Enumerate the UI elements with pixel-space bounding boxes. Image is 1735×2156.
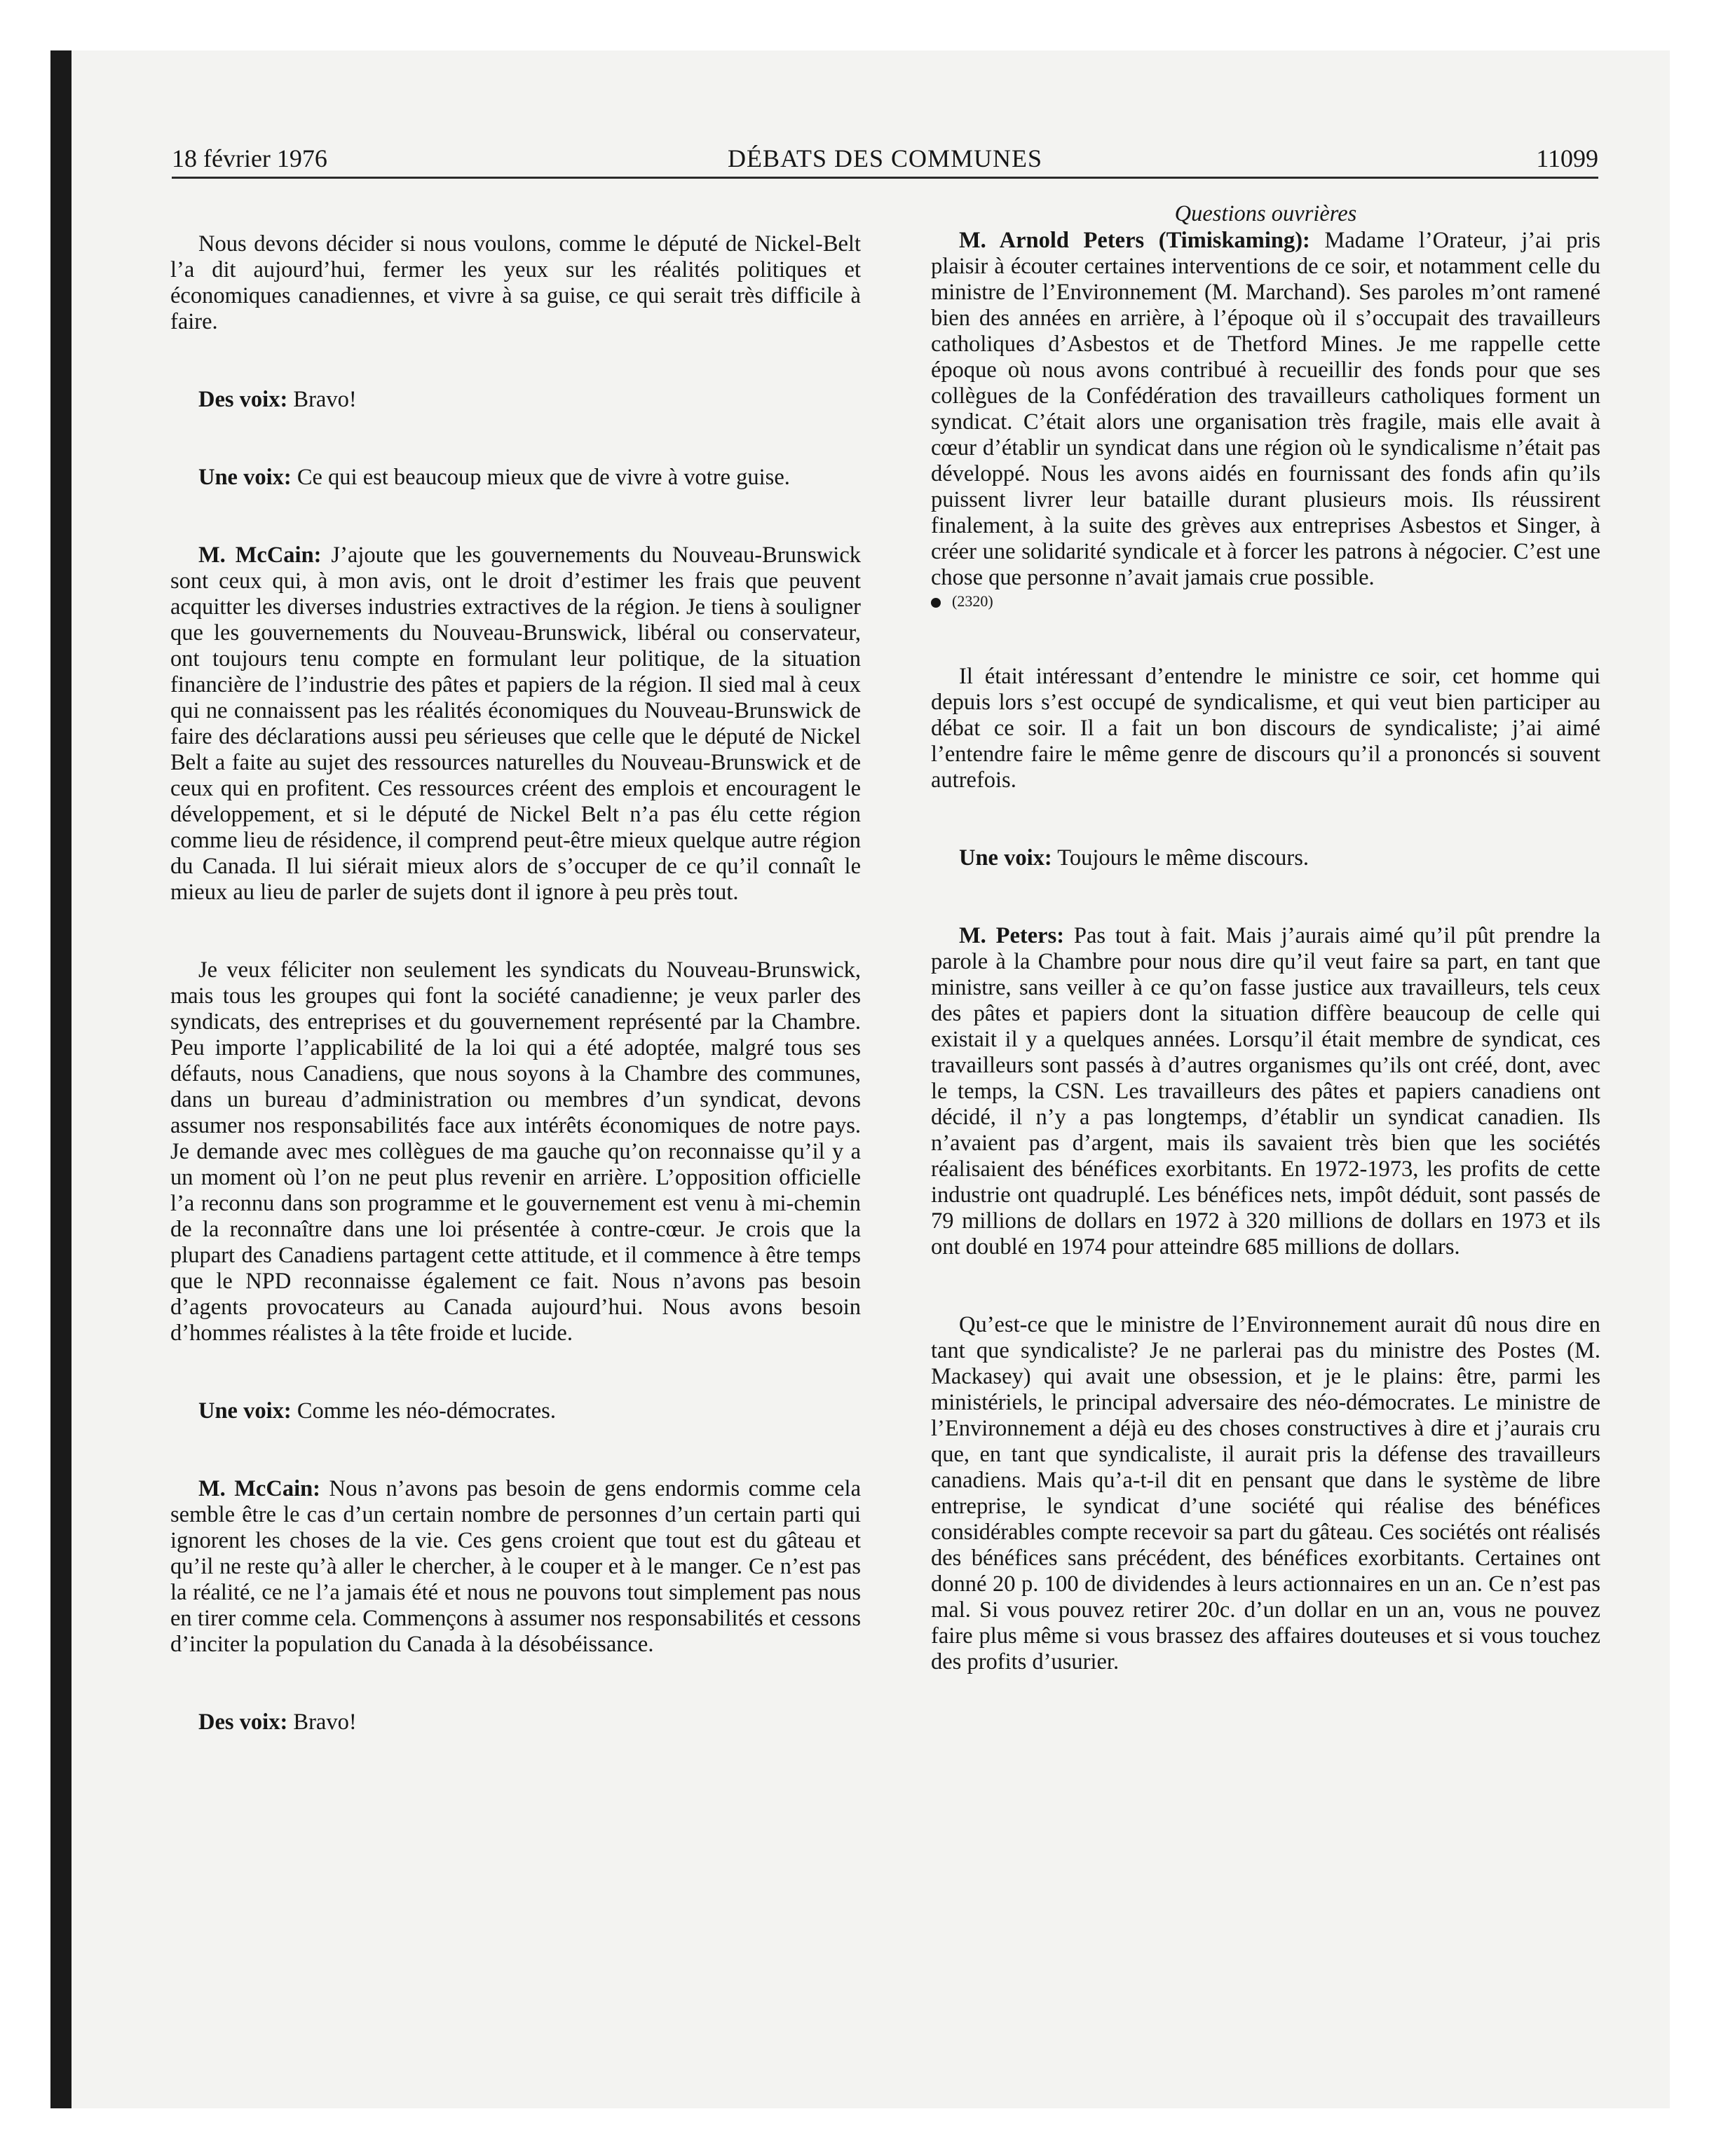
speaker-label: Des voix: (198, 1710, 288, 1735)
speaker-label: Une voix: (198, 465, 292, 490)
speaker-label: M. McCain: (198, 1476, 321, 1501)
header-title: DÉBATS DES COMMUNES (727, 144, 1043, 172)
speech-text: Comme les néo-démocrates. (297, 1398, 556, 1424)
speech-text: Bravo! (293, 1710, 357, 1735)
left-column (170, 231, 861, 1735)
speech-text: Pas tout à fait. Mais j’aurais aimé qu’il pût prendre la parole à la Chambre pour nous dire qu’il veut faire sa part, en tant que ministre, sans veiller à ce qu’on fasse justice aux travailleurs, tels ceux des pâtes et papiers dont la situation diffère beaucoup de celle qui existait il y a quelques années. Lorsqu’il était membre de syndicat, ces travailleurs sont passés à d’autres organismes qu’ils ont créé, dont, avec le temps, la CSN. Les travailleurs des pâtes et papiers canadiens ont décidé, il n’y a pas longtemps, d’établir un syndicat canadien. Ils n’avaient pas d’argent, mais ils savaient très bien que les sociétés réalisaient des bénéfices exorbitants. En 1972-1973, les profits de cette industrie ont quadruplé. Les bénéfices nets, impôt déduit, sont passés de 79 millions de dollars en 1972 à 320 millions de dollars en 1973 et ils ont doublé en 1974 pour atteindre 685 millions de dollars. (931, 923, 1601, 1260)
paragraph (170, 1398, 861, 1424)
page-header (172, 140, 1598, 177)
speaker-label: M. McCain: (198, 543, 322, 568)
header-page-number: 11099 (1536, 144, 1598, 172)
paragraph (931, 228, 1600, 591)
section-heading: Questions ouvrières (1174, 201, 1357, 226)
speaker-label: Des voix: (198, 387, 288, 412)
speech-text: Madame l’Orateur, j’ai pris plaisir à écouter certaines interventions de ce soir, et notamment celle du ministre de l’Environnement (M. Marchand). Ses paroles m’ont ramené bien des années en arrière, à l’époque où il s’occupait des travailleurs catholiques d’Asbestos et de Thetford Mines. Je me rappelle cette époque où nous avons contribué à recueillir des fonds pour que ses collègues de la Confédération des travailleurs catholiques forment un syndicat. C’était alors une organisation très fragile, mais elle avait à cœur d’établir un syndicat dans une région où le syndicalisme n’était pas développé. Nous les avons aidés en fournissant des fonds afin qu’ils puissent livrer leur bataille durant plusieurs mois. Ils réussirent finalement, à la suite des grèves aux entreprises Asbestos et Singer, à créer une solidarité syndicale et à forcer les patrons à négocier. C’est une chose que personne n’avait jamais crue possible. (931, 228, 1601, 590)
header-date: 18 février 1976 (172, 144, 327, 172)
paragraph (170, 1476, 861, 1658)
paragraph (931, 923, 1600, 1260)
bullet-icon (931, 598, 941, 608)
speech-text: Toujours le même discours. (1057, 845, 1309, 871)
paragraph (170, 543, 861, 906)
speaker-label: Une voix: (959, 845, 1052, 871)
paragraph (931, 845, 1600, 871)
speaker-label: M. Arnold Peters (Timiskaming): (959, 228, 1310, 253)
speech-text: Bravo! (293, 387, 357, 412)
speaker-label: M. Peters: (959, 923, 1065, 948)
timestamp-text: (2320) (952, 592, 993, 610)
paragraph (170, 1710, 861, 1735)
paragraph (170, 465, 861, 491)
right-column (931, 200, 1600, 1675)
paragraph: Qu’est-ce que le ministre de l’Environnement aurait dû nous dire en tant que syndicaliste? Je ne parlerai pas du ministre des Postes (M. Mackasey) qui avait une obsession, et je le plains: être, parmi les ministériels, le principal adversaire des néo-démocrates. Le ministre de l’Environnement a déjà eu des choses constructives à dire et j’aurais cru que, en tant que syndicaliste, il aurait pris la défense des travailleurs canadiens. Mais qu’a-t-il dit en pensant que dans le système de libre entreprise, le syndicat d’une société qui réalise des bénéfices considérables compte recevoir sa part du gâteau. Ces sociétés ont réalisés des bénéfices sans précédent, des bénéfices exorbitants. Certaines ont donné 20 p. 100 de dividendes à leurs actionnaires en un an. Ce n’est pas mal. Si vous pouvez retirer 20c. d’un dollar en un an, vous ne pouvez faire plus même si vous brassez des affaires douteuses et si vous touchez des profits d’usurier. (931, 1312, 1600, 1674)
paragraph: Nous devons décider si nous voulons, comme le député de Nickel-Belt l’a dit aujourd’hui, fermer les yeux sur les réalités politiques et économiques canadiennes, et vivre à sa guise, ce qui serait très difficile à faire. (170, 231, 861, 334)
binding-edge (50, 50, 72, 2108)
paragraph: Il était intéressant d’entendre le ministre ce soir, cet homme qui depuis lors s’est occupé de syndicalisme, et qui veut bien participer au débat ce soir. Il a fait un bon discours de syndicaliste; j’ai aimé l’entendre faire le même genre de discours qu’il a prononcés si souvent autrefois. (931, 664, 1600, 793)
paragraph (170, 387, 861, 413)
timestamp (931, 591, 1600, 612)
speech-text: J’ajoute que les gouvernements du Nouveau-Brunswick sont ceux qui, à mon avis, ont le droit d’estimer les frais que peuvent acquitter les diverses industries extractives de la région. Je tiens à souligner que les gouvernements du Nouveau-Brunswick, libéral ou conservateur, ont toujours tenu compte en formulant leur politique, de la situation financière de l’industrie des pâtes et papiers de la région. Il sied mal à ceux qui ne connaissent pas les réalités économiques du Nouveau-Brunswick de faire des déclarations aussi peu sérieuses que celle que le député de Nickel Belt a faite au sujet des ressources naturelles du Nouveau-Brunswick et de ceux qui en profitent. Ces ressources créent des emplois et encouragent le développement, et si le député de Nickel Belt n’a pas élu cette région comme lieu de résidence, il comprend peut-être mieux quelque autre région du Canada. Il lui siérait mieux alors de s’occuper de ce qu’il connaît le mieux au lieu de parler de sujets dont il ignore à peu près tout. (170, 543, 861, 905)
header-rule (172, 177, 1598, 179)
speech-text: Ce qui est beaucoup mieux que de vivre à votre guise. (297, 465, 790, 490)
paragraph: Je veux féliciter non seulement les syndicats du Nouveau-Brunswick, mais tous les groupes qui font la société canadienne; je veux parler des syndicats, des entreprises et du gouvernement représenté par la Chambre. Peu importe l’applicabilité de la loi qui a été adoptée, malgré tous ses défauts, nous Canadiens, que nous soyons à la Chambre des communes, dans un bureau d’administration ou membres d’un syndicat, devons assumer nos responsabilités face aux intérêts économiques de notre pays. Je demande avec mes collègues de ma gauche qu’on reconnaisse qu’il y a un moment où l’on ne peut plus revenir en arrière. L’opposition officielle l’a reconnu dans son programme et le gouvernement est venu à mi-chemin de la reconnaître dans une loi présentée à contre-cœur. Je crois que la plupart des Canadiens partagent cette attitude, et il commence à être temps que le NPD reconnaisse également ce fait. Nous n’avons pas besoin d’agents provocateurs au Canada aujourd’hui. Nous avons besoin d’hommes réalistes à la tête froide et lucide. (170, 957, 861, 1346)
speech-text: Nous n’avons pas besoin de gens endormis comme cela semble être le cas d’un certain nombre de personnes d’un certain parti qui ignorent les choses de la vie. Ces gens croient que tout est du gâteau et qu’il ne reste qu’à aller le chercher, à le couper et à le manger. Ce n’est pas la réalité, ce ne l’a jamais été et nous ne pouvons tout simplement pas nous en tirer comme cela. Commençons à assumer nos responsabilités et cessons d’inciter la population du Canada à la désobéissance. (170, 1476, 862, 1657)
speaker-label: Une voix: (198, 1398, 292, 1424)
